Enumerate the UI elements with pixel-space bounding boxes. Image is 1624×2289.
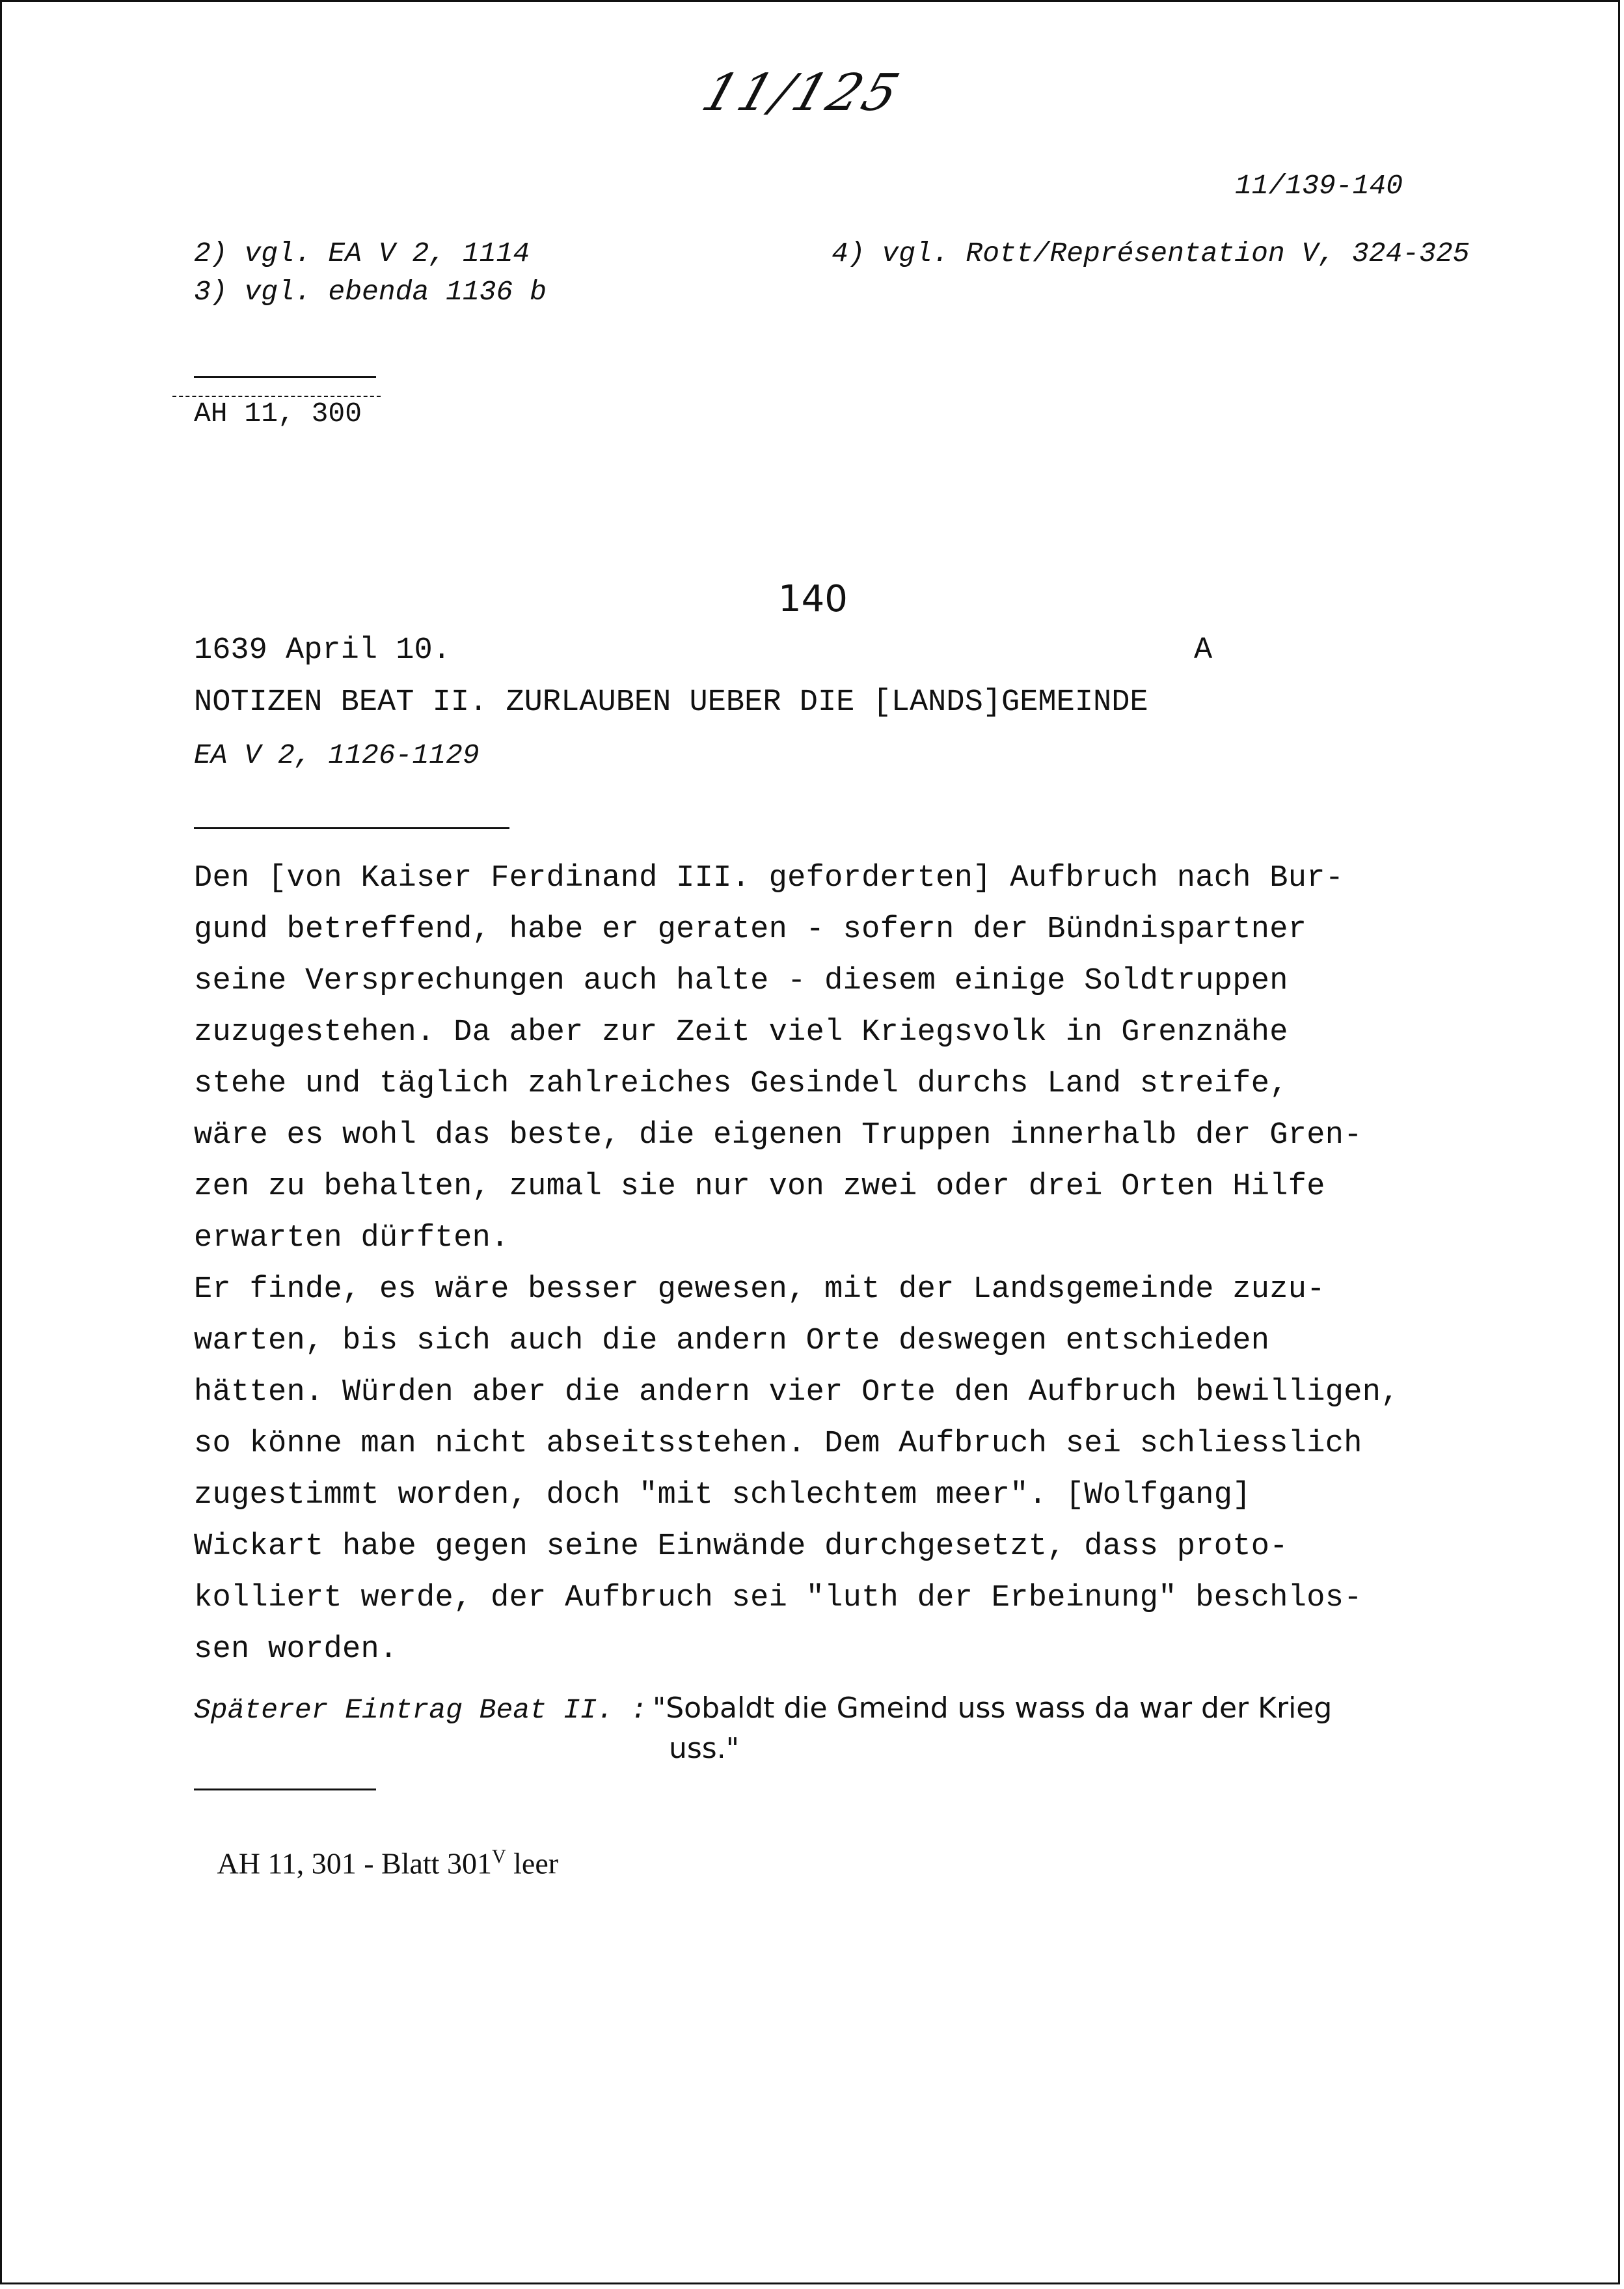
document-title: NOTIZEN BEAT II. ZURLAUBEN UEBER DIE [LANDS]GEMEINDE [194, 685, 1148, 720]
body-line: Wickart habe gegen seine Einwände durchgesetzt, dass proto- [194, 1529, 1288, 1564]
body-line: erwarten dürften. [194, 1221, 509, 1255]
footnote-separator-top [194, 376, 376, 378]
document-type-marker: A [1194, 633, 1213, 668]
later-entry-quote-line1: "Sobaldt die Gmeind uss wass da war der Krieg [653, 1692, 1333, 1725]
body-line: hätten. Würden aber die andern vier Orte den Aufbruch bewilligen, [194, 1375, 1400, 1410]
document-reference: EA V 2, 1126-1129 [194, 739, 480, 771]
handwritten-number: 11/125 [695, 64, 909, 122]
footnote-3: 3) vgl. ebenda 1136 b [194, 276, 547, 308]
document-date: 1639 April 10. [194, 633, 451, 668]
body-line: sen worden. [194, 1632, 398, 1667]
body-line: stehe und täglich zahlreiches Gesindel durchs Land streife, [194, 1067, 1288, 1101]
later-entry-quote-line2: uss." [669, 1732, 739, 1765]
body-line: zuzugestehen. Da aber zur Zeit viel Kriegsvolk in Grenznähe [194, 1015, 1288, 1050]
footnote-2: 2) vgl. EA V 2, 1114 [194, 238, 530, 269]
source-ref-bottom-suffix: leer [506, 1846, 559, 1880]
document-number: 140 [778, 578, 848, 620]
body-line: so könne man nicht abseitsstehen. Dem Aufbruch sei schliesslich [194, 1427, 1362, 1461]
header-separator [194, 827, 509, 829]
body-line: Den [von Kaiser Ferdinand III. geforderten] Aufbruch nach Bur- [194, 861, 1344, 896]
source-ref-bottom-superscript: V [491, 1846, 506, 1867]
body-line: warten, bis sich auch die andern Orte deswegen entschieden [194, 1324, 1270, 1358]
source-ref-top: AH 11, 300 [194, 398, 362, 430]
body-line: kolliert werde, der Aufbruch sei "luth der Erbeinung" beschlos- [194, 1581, 1362, 1615]
footnote-separator-bottom [194, 1789, 376, 1790]
later-entry-label: Späterer Eintrag Beat II. : [194, 1694, 647, 1726]
page-reference: 11/139-140 [1235, 170, 1403, 202]
body-line: Er finde, es wäre besser gewesen, mit der Landsgemeinde zuzu- [194, 1272, 1325, 1307]
body-line: gund betreffend, habe er geraten - sofern der Bündnispartner [194, 912, 1307, 947]
source-ref-bottom-text: AH 11, 301 - Blatt 301 [217, 1846, 492, 1880]
body-line: seine Versprechungen auch halte - diesem einige Soldtruppen [194, 964, 1288, 998]
source-ref-bottom [189, 1811, 558, 1915]
footnote-4: 4) vgl. Rott/Représentation V, 324-325 [832, 238, 1470, 269]
source-ref-top-line [172, 396, 381, 397]
body-line: zugestimmt worden, doch "mit schlechtem meer". [Wolfgang] [194, 1478, 1251, 1513]
body-line: zen zu behalten, zumal sie nur von zwei oder drei Orten Hilfe [194, 1170, 1325, 1204]
body-line: wäre es wohl das beste, die eigenen Truppen innerhalb der Gren- [194, 1118, 1362, 1153]
